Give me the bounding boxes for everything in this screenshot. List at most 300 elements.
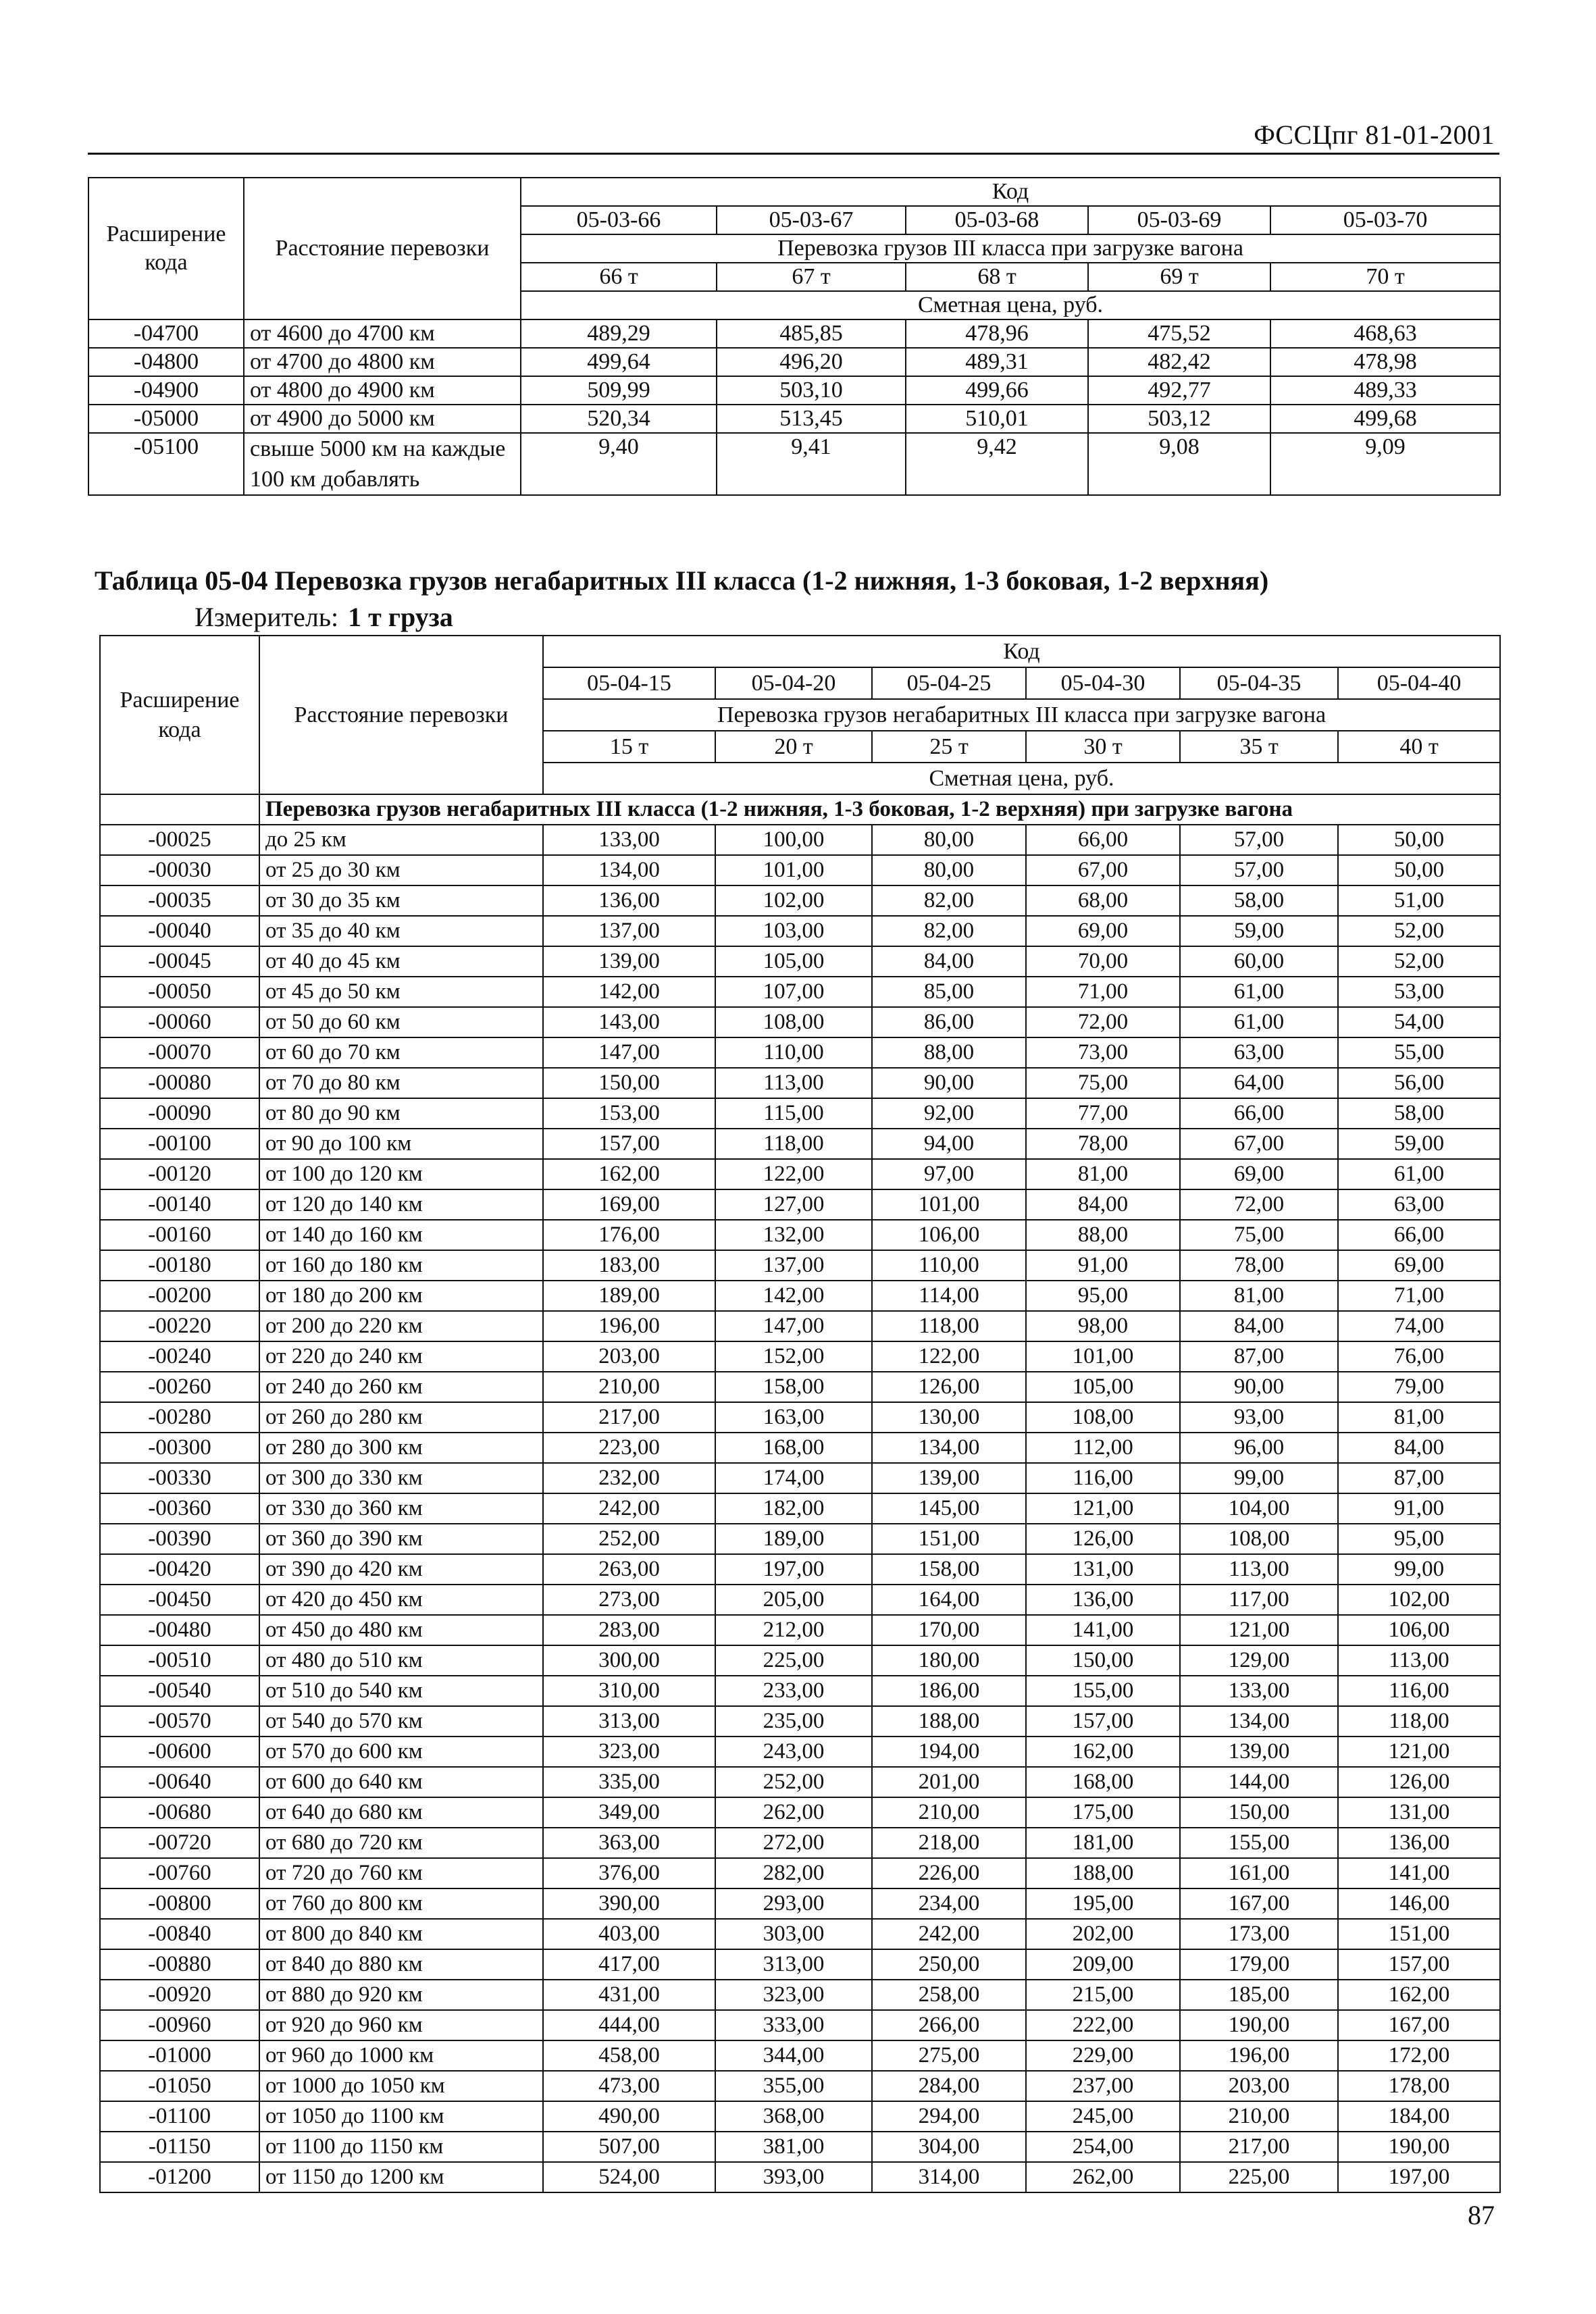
price-cell: 355,00	[715, 2071, 872, 2101]
table-row	[100, 1888, 1500, 1919]
ext-code-cell: -00920	[100, 1980, 259, 2010]
code-cell: 05-03-69	[1088, 206, 1270, 234]
distance-cell: свыше 5000 км на каждые 100 км добавлять	[244, 433, 521, 495]
table-row	[88, 319, 1500, 348]
price-cell: 150,00	[1180, 1797, 1338, 1828]
price-cell: 273,00	[543, 1585, 715, 1615]
price-cell: 209,00	[1026, 1949, 1180, 1980]
price-cell: 475,52	[1088, 319, 1270, 348]
distance-cell: от 240 до 260 км	[259, 1372, 543, 1402]
distance-cell: от 800 до 840 км	[259, 1919, 543, 1949]
price-cell: 133,00	[1180, 1676, 1338, 1706]
price-cell: 499,68	[1270, 405, 1500, 433]
distance-cell: от 4700 до 4800 км	[244, 348, 521, 376]
price-cell: 87,00	[1180, 1341, 1338, 1372]
price-cell: 168,00	[1026, 1767, 1180, 1797]
price-cell: 69,00	[1338, 1250, 1500, 1281]
distance-cell: от 100 до 120 км	[259, 1159, 543, 1189]
price-cell: 217,00	[1180, 2132, 1338, 2162]
price-cell: 118,00	[1338, 1706, 1500, 1737]
price-cell: 173,00	[1180, 1919, 1338, 1949]
ext-code-cell: -00420	[100, 1554, 259, 1585]
price-cell: 110,00	[715, 1037, 872, 1068]
price-cell: 63,00	[1338, 1189, 1500, 1220]
ext-code-cell: -00640	[100, 1767, 259, 1797]
ext-code-cell: -04800	[88, 348, 244, 376]
price-cell: 210,00	[543, 1372, 715, 1402]
distance-cell: от 640 до 680 км	[259, 1797, 543, 1828]
price-cell: 127,00	[715, 1189, 872, 1220]
price-cell: 190,00	[1338, 2132, 1500, 2162]
code-cell: 05-04-30	[1026, 667, 1180, 699]
code-label: Код	[521, 178, 1500, 206]
distance-cell: от 680 до 720 км	[259, 1828, 543, 1858]
ext-code-cell: -00080	[100, 1068, 259, 1098]
table-row	[100, 1980, 1500, 2010]
price-cell: 313,00	[543, 1706, 715, 1737]
price-cell: 162,00	[1338, 1980, 1500, 2010]
price-cell: 284,00	[872, 2071, 1026, 2101]
price-cell: 245,00	[1026, 2101, 1180, 2132]
price-cell: 9,42	[906, 433, 1088, 495]
table-row	[100, 1493, 1500, 1524]
code-cell: 05-03-68	[906, 206, 1088, 234]
price-cell: 113,00	[1338, 1645, 1500, 1676]
table-row	[100, 1828, 1500, 1858]
price-cell: 61,00	[1338, 1159, 1500, 1189]
ext-code-cell: -00840	[100, 1919, 259, 1949]
price-cell: 150,00	[1026, 1645, 1180, 1676]
price-cell: 94,00	[872, 1129, 1026, 1159]
price-cell: 9,41	[717, 433, 906, 495]
price-cell: 122,00	[872, 1341, 1026, 1372]
price-cell: 344,00	[715, 2040, 872, 2071]
table-main	[99, 635, 1501, 2193]
price-cell: 81,00	[1338, 1402, 1500, 1433]
price-cell: 509,99	[521, 376, 717, 405]
price-cell: 82,00	[872, 916, 1026, 946]
table-row	[88, 376, 1500, 405]
price-cell: 97,00	[872, 1159, 1026, 1189]
distance-cell: от 25 до 30 км	[259, 855, 543, 885]
price-cell: 71,00	[1338, 1281, 1500, 1311]
price-cell: 183,00	[543, 1250, 715, 1281]
price-cell: 492,77	[1088, 376, 1270, 405]
price-cell: 50,00	[1338, 825, 1500, 855]
price-cell: 293,00	[715, 1888, 872, 1919]
price-cell: 223,00	[543, 1433, 715, 1463]
price-cell: 172,00	[1338, 2040, 1500, 2071]
price-cell: 51,00	[1338, 885, 1500, 916]
price-cell: 95,00	[1026, 1281, 1180, 1311]
price-cell: 190,00	[1180, 2010, 1338, 2040]
table-row	[100, 1007, 1500, 1037]
price-cell: 485,85	[717, 319, 906, 348]
price-cell: 108,00	[715, 1007, 872, 1037]
price-cell: 162,00	[543, 1159, 715, 1189]
price-cell: 489,31	[906, 348, 1088, 376]
code-cell: 05-04-40	[1338, 667, 1500, 699]
ext-code-cell: -00300	[100, 1433, 259, 1463]
ext-code-cell: -00160	[100, 1220, 259, 1250]
price-cell: 143,00	[543, 1007, 715, 1037]
distance-cell: от 1000 до 1050 км	[259, 2071, 543, 2101]
price-cell: 335,00	[543, 1767, 715, 1797]
distance-cell: от 140 до 160 км	[259, 1220, 543, 1250]
price-cell: 63,00	[1180, 1037, 1338, 1068]
price-label: Сметная цена, руб.	[521, 291, 1500, 319]
price-cell: 478,96	[906, 319, 1088, 348]
price-cell: 131,00	[1338, 1797, 1500, 1828]
price-cell: 233,00	[715, 1676, 872, 1706]
price-cell: 496,20	[717, 348, 906, 376]
price-cell: 215,00	[1026, 1980, 1180, 2010]
price-cell: 202,00	[1026, 1919, 1180, 1949]
price-cell: 137,00	[543, 916, 715, 946]
price-cell: 117,00	[1180, 1585, 1338, 1615]
ext-code-cell: -01000	[100, 2040, 259, 2071]
price-cell: 56,00	[1338, 1068, 1500, 1098]
distance-cell: от 540 до 570 км	[259, 1706, 543, 1737]
distance-cell: от 45 до 50 км	[259, 977, 543, 1007]
ext-code-cell: -00540	[100, 1676, 259, 1706]
table-row	[100, 2162, 1500, 2192]
price-cell: 242,00	[872, 1919, 1026, 1949]
table-row	[100, 885, 1500, 916]
ext-code-cell: -04900	[88, 376, 244, 405]
distance-cell: от 720 до 760 км	[259, 1858, 543, 1888]
price-cell: 139,00	[1180, 1737, 1338, 1767]
price-cell: 499,64	[521, 348, 717, 376]
price-cell: 64,00	[1180, 1068, 1338, 1098]
code-cell: 05-03-67	[717, 206, 906, 234]
price-cell: 184,00	[1338, 2101, 1500, 2132]
price-cell: 99,00	[1338, 1554, 1500, 1585]
unit-line	[195, 601, 453, 633]
ext-code-cell: -00120	[100, 1159, 259, 1189]
price-cell: 147,00	[543, 1037, 715, 1068]
load-cell: 25 т	[872, 731, 1026, 763]
price-cell: 263,00	[543, 1554, 715, 1585]
price-cell: 524,00	[543, 2162, 715, 2192]
price-cell: 152,00	[715, 1341, 872, 1372]
distance-cell: от 50 до 60 км	[259, 1007, 543, 1037]
price-cell: 121,00	[1180, 1615, 1338, 1645]
ext-code-cell: -00050	[100, 977, 259, 1007]
load-cell: 68 т	[906, 263, 1088, 291]
price-cell: 133,00	[543, 825, 715, 855]
price-cell: 178,00	[1338, 2071, 1500, 2101]
price-cell: 121,00	[1026, 1493, 1180, 1524]
table-row	[100, 2101, 1500, 2132]
table-row	[100, 1159, 1500, 1189]
distance-cell: от 4900 до 5000 км	[244, 405, 521, 433]
price-cell: 95,00	[1338, 1524, 1500, 1554]
price-cell: 158,00	[715, 1372, 872, 1402]
price-cell: 222,00	[1026, 2010, 1180, 2040]
distance-cell: от 220 до 240 км	[259, 1341, 543, 1372]
price-cell: 510,01	[906, 405, 1088, 433]
price-cell: 349,00	[543, 1797, 715, 1828]
price-cell: 232,00	[543, 1463, 715, 1493]
price-cell: 72,00	[1026, 1007, 1180, 1037]
ext-code-cell: -01100	[100, 2101, 259, 2132]
price-cell: 151,00	[1338, 1919, 1500, 1949]
price-cell: 431,00	[543, 1980, 715, 2010]
price-cell: 194,00	[872, 1737, 1026, 1767]
price-cell: 147,00	[715, 1311, 872, 1341]
ext-code-cell: -00960	[100, 2010, 259, 2040]
ext-code-cell: -00180	[100, 1250, 259, 1281]
cargo-label: Перевозка грузов III класса при загрузке вагона	[521, 234, 1500, 263]
distance-cell: от 90 до 100 км	[259, 1129, 543, 1159]
price-cell: 468,63	[1270, 319, 1500, 348]
table-row	[100, 1524, 1500, 1554]
price-cell: 203,00	[543, 1341, 715, 1372]
table-row	[100, 1645, 1500, 1676]
price-cell: 107,00	[715, 977, 872, 1007]
price-cell: 129,00	[1180, 1645, 1338, 1676]
price-cell: 201,00	[872, 1767, 1026, 1797]
cargo-label: Перевозка грузов негабаритных III класса при загрузке вагона	[543, 699, 1500, 731]
distance-cell: от 960 до 1000 км	[259, 2040, 543, 2071]
ext-code-cell: -00100	[100, 1129, 259, 1159]
unit-value: 1 т груза	[348, 602, 453, 632]
price-cell: 102,00	[1338, 1585, 1500, 1615]
price-cell: 126,00	[1338, 1767, 1500, 1797]
price-cell: 300,00	[543, 1645, 715, 1676]
distance-cell: от 300 до 330 км	[259, 1463, 543, 1493]
price-cell: 108,00	[1026, 1402, 1180, 1433]
price-cell: 9,40	[521, 433, 717, 495]
price-cell: 212,00	[715, 1615, 872, 1645]
price-cell: 235,00	[715, 1706, 872, 1737]
price-cell: 106,00	[872, 1220, 1026, 1250]
price-cell: 75,00	[1180, 1220, 1338, 1250]
price-cell: 131,00	[1026, 1554, 1180, 1585]
load-cell: 35 т	[1180, 731, 1338, 763]
price-cell: 189,00	[715, 1524, 872, 1554]
distance-cell: от 40 до 45 км	[259, 946, 543, 977]
price-cell: 499,66	[906, 376, 1088, 405]
distance-cell: от 420 до 450 км	[259, 1585, 543, 1615]
price-cell: 93,00	[1180, 1402, 1338, 1433]
price-cell: 137,00	[715, 1250, 872, 1281]
price-cell: 188,00	[1026, 1858, 1180, 1888]
price-cell: 139,00	[543, 946, 715, 977]
price-cell: 243,00	[715, 1737, 872, 1767]
price-cell: 252,00	[543, 1524, 715, 1554]
ext-code-cell: -00760	[100, 1858, 259, 1888]
price-cell: 250,00	[872, 1949, 1026, 1980]
price-cell: 9,09	[1270, 433, 1500, 495]
code-cell: 05-03-70	[1270, 206, 1500, 234]
price-cell: 503,10	[717, 376, 906, 405]
price-cell: 167,00	[1338, 2010, 1500, 2040]
ext-code-cell: -00280	[100, 1402, 259, 1433]
table-row	[100, 1068, 1500, 1098]
table-row	[100, 2071, 1500, 2101]
distance-cell: от 260 до 280 км	[259, 1402, 543, 1433]
distance-cell: от 450 до 480 км	[259, 1615, 543, 1645]
price-cell: 91,00	[1338, 1493, 1500, 1524]
price-cell: 390,00	[543, 1888, 715, 1919]
table-row	[100, 1797, 1500, 1828]
distance-cell: от 600 до 640 км	[259, 1767, 543, 1797]
price-cell: 130,00	[872, 1402, 1026, 1433]
price-cell: 266,00	[872, 2010, 1026, 2040]
distance-cell: от 120 до 140 км	[259, 1189, 543, 1220]
price-cell: 86,00	[872, 1007, 1026, 1037]
header-rule	[88, 153, 1499, 155]
price-cell: 112,00	[1026, 1433, 1180, 1463]
price-cell: 52,00	[1338, 916, 1500, 946]
price-cell: 84,00	[1180, 1311, 1338, 1341]
price-cell: 118,00	[715, 1129, 872, 1159]
table-row	[100, 1372, 1500, 1402]
table-row	[100, 1129, 1500, 1159]
price-cell: 155,00	[1026, 1676, 1180, 1706]
table-row	[88, 433, 1500, 495]
price-cell: 444,00	[543, 2010, 715, 2040]
price-cell: 275,00	[872, 2040, 1026, 2071]
page-number: 87	[1468, 2200, 1495, 2230]
table-row	[100, 2040, 1500, 2071]
price-cell: 99,00	[1180, 1463, 1338, 1493]
price-cell: 92,00	[872, 1098, 1026, 1129]
price-cell: 254,00	[1026, 2132, 1180, 2162]
distance-cell: от 160 до 180 км	[259, 1250, 543, 1281]
price-cell: 304,00	[872, 2132, 1026, 2162]
price-cell: 9,08	[1088, 433, 1270, 495]
distance-cell: от 280 до 300 км	[259, 1433, 543, 1463]
price-cell: 90,00	[1180, 1372, 1338, 1402]
table-row	[100, 855, 1500, 885]
price-cell: 139,00	[872, 1463, 1026, 1493]
price-cell: 197,00	[1338, 2162, 1500, 2192]
table-row	[100, 1341, 1500, 1372]
price-cell: 303,00	[715, 1919, 872, 1949]
price-cell: 101,00	[715, 855, 872, 885]
distance-cell: от 180 до 200 км	[259, 1281, 543, 1311]
price-cell: 196,00	[1180, 2040, 1338, 2071]
price-cell: 118,00	[872, 1311, 1026, 1341]
price-cell: 141,00	[1338, 1858, 1500, 1888]
price-cell: 162,00	[1026, 1737, 1180, 1767]
distance-cell: от 1100 до 1150 км	[259, 2132, 543, 2162]
document-code: ФССЦпг 81-01-2001	[1254, 120, 1495, 150]
price-cell: 234,00	[872, 1888, 1026, 1919]
ext-code-cell: -00480	[100, 1615, 259, 1645]
code-cell: 05-04-20	[715, 667, 872, 699]
price-cell: 403,00	[543, 1919, 715, 1949]
table-row	[100, 825, 1500, 855]
ext-code-cell: -00030	[100, 855, 259, 885]
distance-cell: от 570 до 600 км	[259, 1737, 543, 1767]
distance-cell: от 35 до 40 км	[259, 916, 543, 946]
col-dist-header: Расстояние перевозки	[244, 178, 521, 319]
price-cell: 70,00	[1026, 946, 1180, 977]
price-cell: 76,00	[1338, 1341, 1500, 1372]
price-cell: 52,00	[1338, 946, 1500, 977]
ext-code-cell: -04700	[88, 319, 244, 348]
ext-code-cell: -00090	[100, 1098, 259, 1129]
price-cell: 66,00	[1180, 1098, 1338, 1129]
price-cell: 78,00	[1180, 1250, 1338, 1281]
price-cell: 101,00	[872, 1189, 1026, 1220]
price-cell: 91,00	[1026, 1250, 1180, 1281]
section-header: Перевозка грузов негабаритных III класса (1-2 нижняя, 1-3 боковая, 1-2 верхняя) при загрузке вагона	[259, 794, 1500, 825]
price-cell: 88,00	[872, 1037, 1026, 1068]
price-cell: 181,00	[1026, 1828, 1180, 1858]
ext-code-cell: -05100	[88, 433, 244, 495]
price-cell: 96,00	[1180, 1433, 1338, 1463]
price-cell: 473,00	[543, 2071, 715, 2101]
price-cell: 98,00	[1026, 1311, 1180, 1341]
table-row	[100, 1098, 1500, 1129]
price-cell: 142,00	[543, 977, 715, 1007]
table-row	[100, 1189, 1500, 1220]
table-row	[100, 1858, 1500, 1888]
price-cell: 144,00	[1180, 1767, 1338, 1797]
price-cell: 81,00	[1026, 1159, 1180, 1189]
distance-cell: от 30 до 35 км	[259, 885, 543, 916]
price-cell: 100,00	[715, 825, 872, 855]
price-cell: 150,00	[543, 1068, 715, 1098]
table-row	[100, 1615, 1500, 1645]
price-cell: 80,00	[872, 825, 1026, 855]
price-cell: 185,00	[1180, 1980, 1338, 2010]
ext-code-cell: -00360	[100, 1493, 259, 1524]
price-cell: 142,00	[715, 1281, 872, 1311]
price-cell: 242,00	[543, 1493, 715, 1524]
price-cell: 161,00	[1180, 1858, 1338, 1888]
price-cell: 258,00	[872, 1980, 1026, 2010]
price-cell: 203,00	[1180, 2071, 1338, 2101]
price-cell: 104,00	[1180, 1493, 1338, 1524]
ext-code-cell: -01150	[100, 2132, 259, 2162]
price-cell: 66,00	[1338, 1220, 1500, 1250]
ext-code-cell: -00260	[100, 1372, 259, 1402]
table-row	[100, 1463, 1500, 1493]
price-cell: 151,00	[872, 1524, 1026, 1554]
price-cell: 106,00	[1338, 1615, 1500, 1645]
price-cell: 81,00	[1180, 1281, 1338, 1311]
price-cell: 262,00	[1026, 2162, 1180, 2192]
price-cell: 54,00	[1338, 1007, 1500, 1037]
distance-cell: от 480 до 510 км	[259, 1645, 543, 1676]
price-cell: 115,00	[715, 1098, 872, 1129]
code-label: Код	[543, 636, 1500, 667]
price-cell: 513,45	[717, 405, 906, 433]
ext-code-cell: -00510	[100, 1645, 259, 1676]
price-cell: 482,42	[1088, 348, 1270, 376]
table-row	[100, 1919, 1500, 1949]
price-cell: 75,00	[1026, 1068, 1180, 1098]
price-cell: 57,00	[1180, 855, 1338, 885]
distance-cell: от 60 до 70 км	[259, 1037, 543, 1068]
price-cell: 145,00	[872, 1493, 1026, 1524]
load-cell: 66 т	[521, 263, 717, 291]
price-cell: 66,00	[1026, 825, 1180, 855]
price-cell: 105,00	[1026, 1372, 1180, 1402]
price-cell: 136,00	[1026, 1585, 1180, 1615]
price-cell: 376,00	[543, 1858, 715, 1888]
table-row	[100, 1220, 1500, 1250]
price-cell: 74,00	[1338, 1311, 1500, 1341]
price-cell: 182,00	[715, 1493, 872, 1524]
price-cell: 229,00	[1026, 2040, 1180, 2071]
